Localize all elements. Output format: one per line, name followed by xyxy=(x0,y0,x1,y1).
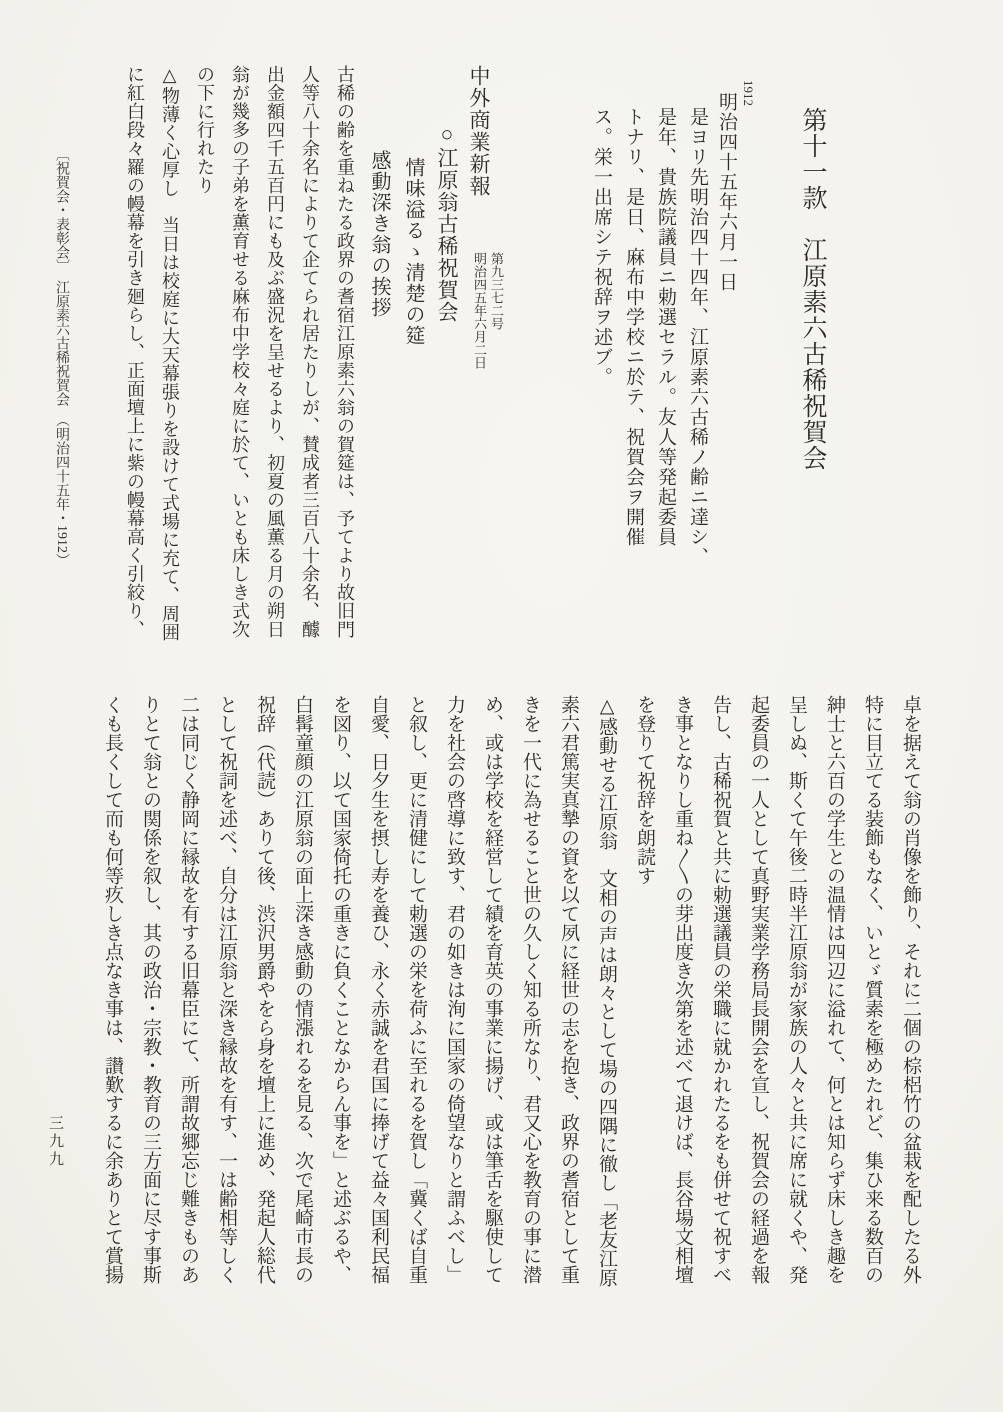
article-line: 特に目立てる装飾もなく、いとゞ質素を極めたれど、集ひ来る数百の xyxy=(862,695,883,1284)
western-year-note: 1912 xyxy=(741,80,756,106)
article-line: △感動せる江原翁 文相の声は朗々として場の四隅に徹し「老友江原 xyxy=(596,695,617,1287)
article-line: として祝詞を述べ、自分は江原翁と深き縁故を有す、一は齢相等しく xyxy=(216,695,237,1284)
lower-text-block xyxy=(93,695,929,1287)
article-line: を登りて祝辞を朗読す xyxy=(634,695,655,885)
article-line: 翁が幾多の子弟を薫育せる麻布中学校々庭に於て、いとも床しき式次 xyxy=(230,65,250,639)
article-line: き事となりし重ね〱の芽出度き次第を述べて退けば、長谷場文相壇 xyxy=(672,695,693,1284)
article-line: め、或は学校を経営して績を育英の事業に揚げ、或は筆舌を駆使して xyxy=(482,695,503,1284)
source-issue-date: 明治四五年六月二日 xyxy=(472,252,487,369)
article-line: 紳士と六百の学生との温情は四辺に溢れて、何とは知らず床しき趣を xyxy=(824,695,845,1284)
article-line: 力を社会の啓導に致す、君の如きは洵に国家の倚望なりと謂ふべし」 xyxy=(444,695,465,1284)
article-line: 告し、古稀祝賀と共に勅選議員の栄職に就かれたるをも併せて祝すべ xyxy=(710,695,731,1284)
article-line: の下に行れたり xyxy=(195,65,215,195)
intro-line: トナリ、是日、麻布中学校ニ於テ、祝賀会ヲ開催 xyxy=(623,107,644,547)
running-head: 〔祝賀会・表彰会〕 江原素六古稀祝賀会 （明治四十五年・1912） xyxy=(54,147,69,567)
article-line: 卓を据えて翁の肖像を飾り、それに二個の棕梠竹の盆栽を配したる外 xyxy=(900,695,921,1284)
source-publication: 中外商業新報 xyxy=(467,65,491,197)
article-subheadline: 情味溢るゝ清楚の筵 xyxy=(402,157,424,346)
article-line: 呈しぬ、斯くて午後二時半江原翁が家族の人々と共に席に就くや、発 xyxy=(786,695,807,1284)
article-line: 出金額四千五百円にも及ぶ盛況を呈せるより、初夏の風薫る月の朔日 xyxy=(265,65,285,639)
intro-line: 是ヨリ先明治四十四年、江原素六古稀ノ齢ニ達シ、 xyxy=(687,107,708,567)
source-issue-block xyxy=(471,252,505,369)
source-issue-number: 第九三七二号 xyxy=(489,252,504,330)
article-line: 古稀の齢を重ねたる政界の耆宿江原素六翁の賀筵は、予てより故旧門 xyxy=(335,65,355,639)
article-line: 白髯童顔の江原翁の面上深き感動の情漲れるを見る、次で尾崎市長の xyxy=(292,695,313,1284)
article-line: くも長くして而も何等疚しき点なき事は、讃歎するに余ありとて賞揚 xyxy=(102,695,123,1284)
article-line: 祝辞（代読）ありて後、渋沢男爵やをら身を壇上に進め、発起人総代 xyxy=(254,695,275,1284)
upper-text-block xyxy=(117,65,827,642)
article-subheadline: 感動深き翁の挨拶 xyxy=(368,150,390,318)
article-headline: ○江原翁古稀祝賀会 xyxy=(435,122,459,323)
section-title: 第十一款 江原素六古稀祝賀会 xyxy=(799,107,826,471)
article-line: に紅白段々羅の幔幕を引き廻らし、正面壇上に紫の幔幕高く引絞り、 xyxy=(125,65,145,639)
article-line: を図り、以て国家倚托の重きに負くことなからん事を」と述ぶるや、 xyxy=(330,695,351,1284)
article-line: りとて翁との関係を叙し、其の政治・宗教・教育の三方面に尽す事斯 xyxy=(140,695,161,1284)
page-number: 三九九 xyxy=(47,1115,63,1169)
intro-line: ス。栄一出席シテ祝辞ヲ述ブ。 xyxy=(591,107,612,387)
source-citation xyxy=(464,65,505,642)
article-line: △物薄く心厚し 当日は校庭に大天幕張りを設けて式場に充て、周囲 xyxy=(160,65,180,642)
article-line: 自愛、日夕生を摂し寿を養ひ、永く赤誠を君国に捧げて益々国利民福 xyxy=(368,695,389,1284)
article-line: 人等八十余名によりて企てられ居たりしが、賛成者三百八十余名、醵 xyxy=(300,65,320,639)
article-line: 起委員の一人として真野実業学務局長開会を宣し、祝賀会の経過を報 xyxy=(748,695,769,1284)
intro-line: 是年、貴族院議員ニ勅選セラル。友人等発起委員 xyxy=(655,107,676,547)
section-date: 明治四十五年六月一日 xyxy=(716,92,737,292)
article-line: と叙し、更に清健にして勅選の栄を荷ふに至れるを賀し「冀くば自重 xyxy=(406,695,427,1284)
article-line: きを一代に為せること世の久しく知る所なり、君又心を教育の事に潜 xyxy=(520,695,541,1284)
article-line: 二は同じく静岡に縁故を有する旧幕臣にて、所謂故郷忘じ難きものあ xyxy=(178,695,199,1284)
article-line: 素六君篤実真摯の資を以て夙に経世の志を抱き、政界の耆宿として重 xyxy=(558,695,579,1284)
